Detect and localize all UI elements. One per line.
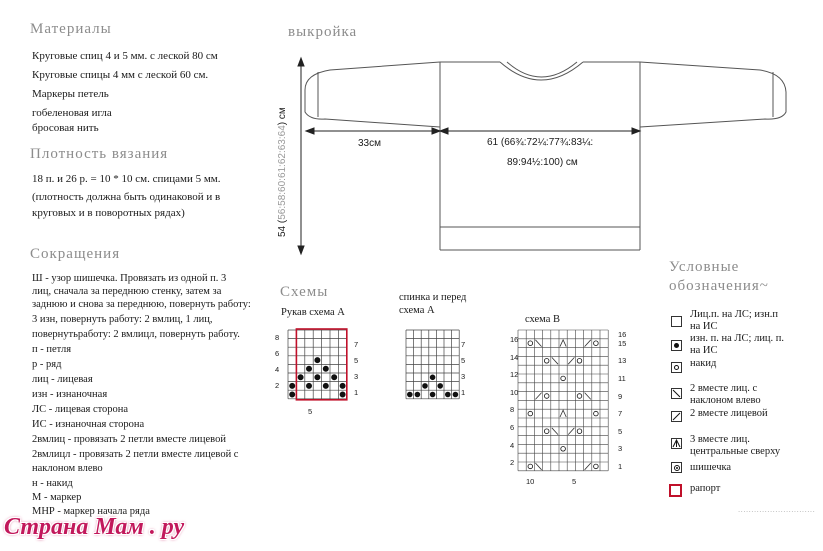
abbr-line-2: лиц, сначала за переднюю стенку, затем за (32, 286, 222, 297)
abbr-line-14: наклоном влево (32, 463, 103, 474)
chart-b (506, 322, 631, 482)
purl-stitch (290, 392, 295, 397)
legend-k2tog-left-box (671, 388, 682, 399)
abbr-line-1: Ш - узор шишечка. Провязать из одной п. 3 (32, 273, 227, 284)
legend-item-2: изн. п. на ЛС; лиц. п. на ИС (690, 333, 785, 356)
sleeve-col-label: 5 (308, 407, 313, 416)
back-chart-title-1: спинка и перед (399, 292, 467, 303)
abbr-line-5: повернутьработу: 2 вмлицл, повернуть работу. (32, 329, 240, 340)
decrease-stitch (535, 393, 541, 400)
gauge-line-2: (плотность должна быть одинаковой и в (32, 191, 221, 203)
abbr-line-16: М - маркер (32, 492, 82, 503)
purl-stitch (323, 383, 328, 388)
purl-stitch (453, 392, 458, 397)
legend-item-8: рапорт (690, 483, 721, 494)
sleeve-chart-title: Рукав схема A (281, 307, 345, 318)
legend-item-3: накид (690, 358, 717, 369)
abbr-line-13: 2вмлицл - провязать 2 петли вместе лицевой с (32, 449, 239, 460)
sleeve-row-labels-right: 7 5 3 1 (354, 340, 359, 397)
sleeve-row-labels-left: 8 6 4 2 (275, 333, 280, 390)
purl-stitch (445, 392, 450, 397)
body-width-arrow (440, 128, 640, 134)
legend-item-1: Лиц.п. на ЛС; изн.п на ИС (690, 309, 779, 332)
purl-stitch (298, 375, 303, 380)
purl-stitch (323, 366, 328, 371)
materials-line-4: гобеленовая игла (32, 107, 112, 119)
legend-heading-2: обозначения~ (669, 278, 769, 294)
purl-stitch (407, 392, 412, 397)
back-chart-a (398, 322, 478, 422)
charts-heading: Схемы (280, 284, 329, 300)
purl-stitch (315, 375, 320, 380)
decrease-stitch (585, 340, 591, 347)
pattern-heading: выкройка (288, 24, 358, 40)
legend-knit-box (671, 316, 682, 327)
back-row-labels-right: 7 5 3 1 (461, 340, 466, 397)
central-decrease-stitch (560, 340, 566, 347)
gauge-line-1: 18 п. и 26 р. = 10 * 10 см. спицами 5 мм. (32, 173, 221, 185)
abbreviations-heading: Сокращения (30, 246, 121, 262)
decrease-stitch (535, 340, 541, 347)
legend-item-5: 2 вместе лицевой (690, 408, 768, 419)
legend-cdd-box (671, 438, 682, 449)
body-width-label-2: 89:94½:100) см (507, 157, 578, 168)
decrease-stitch (535, 463, 541, 470)
legend-repeat-box (669, 484, 682, 497)
purl-stitch (315, 358, 320, 363)
yarnover-stitch (528, 464, 533, 469)
purl-stitch (423, 384, 428, 389)
legend-k2tog-box (671, 411, 682, 422)
legend-yarnover-box (671, 362, 682, 373)
materials-heading: Материалы (30, 21, 112, 37)
materials-line-5: бросовая нить (32, 122, 99, 134)
yarnover-stitch (577, 429, 582, 434)
decrease-stitch (552, 357, 558, 364)
b-col-label-5: 5 (572, 477, 577, 486)
sleeve-width-label: 33см (358, 138, 381, 149)
gauge-line-3: круговых и в поворотных рядах) (32, 207, 185, 219)
legend-heading-1: Условные (669, 259, 740, 275)
yarnover-stitch (561, 447, 566, 452)
legend-item-6: 3 вместе лиц. центральные сверху (690, 434, 781, 457)
yarnover-stitch (528, 411, 533, 416)
purl-stitch (340, 392, 345, 397)
decrease-stitch (568, 428, 574, 435)
yarnover-stitch (594, 341, 599, 346)
yarnover-stitch (544, 394, 549, 399)
height-arrow (298, 58, 304, 254)
abbr-line-12: 2вмлиц - провязать 2 петли вместе лицевой (32, 434, 226, 445)
legend-bobble-box (671, 462, 682, 473)
purl-stitch (430, 392, 435, 397)
materials-line-2: Круговые спицы 4 мм с леской 60 см. (32, 69, 209, 81)
b-row-labels-right: 16 15 13 11 9 7 5 3 1 (618, 330, 627, 471)
decrease-stitch (568, 357, 574, 364)
materials-line-3: Маркеры петель (32, 88, 109, 100)
abbr-line-15: н - накид (32, 478, 73, 489)
purl-stitch (340, 383, 345, 388)
purl-stitch (430, 375, 435, 380)
yarnover-stitch (544, 359, 549, 364)
central-decrease-stitch (560, 410, 566, 417)
watermark: ····························· (737, 507, 815, 516)
b-row-labels-left: 16 14 12 10 8 6 4 2 (510, 335, 519, 468)
purl-stitch (290, 383, 295, 388)
abbr-line-10: ЛС - лицевая сторона (32, 404, 129, 415)
abbr-line-9: изн - изнаночная (32, 389, 108, 400)
back-chart-title-2: схема A (399, 305, 435, 316)
yarnover-stitch (577, 359, 582, 364)
abbr-line-11: ИС - изнаночная сторона (32, 419, 145, 430)
yarnover-stitch (561, 376, 566, 381)
body-width-label-1: 61 (66¾:72¼:77¾:83¼: (487, 137, 594, 148)
abbr-line-8: лиц - лицевая (32, 374, 93, 385)
decrease-stitch (552, 428, 558, 435)
purl-stitch (415, 392, 420, 397)
purl-stitch (438, 384, 443, 389)
site-logo: Страна Мам . ру (4, 514, 185, 540)
b-col-label-10: 10 (526, 477, 535, 486)
b-chart-title: схема B (525, 314, 561, 325)
abbr-line-3: заднюю и снова за переднюю, повернуть работу: (32, 299, 251, 310)
purl-stitch (306, 366, 311, 371)
legend-item-4: 2 вместе лиц. с наклоном влево (690, 383, 761, 406)
legend-purl-box (671, 340, 682, 351)
materials-line-1: Круговые спиц 4 и 5 мм. с леской 80 см (32, 50, 218, 62)
gauge-heading: Плотность вязания (30, 146, 169, 162)
abbr-line-7: р - ряд (32, 359, 62, 370)
yarnover-stitch (544, 429, 549, 434)
yarnover-stitch (594, 464, 599, 469)
yarnover-stitch (528, 341, 533, 346)
abbr-line-4: 3 изн, повернуть работу: 2 вмлиц, 1 лиц, (32, 314, 213, 325)
height-label: 54 (56:58:60:61:62:63:64) см (277, 107, 288, 237)
decrease-stitch (585, 463, 591, 470)
sleeve-arrow (306, 128, 440, 134)
abbr-line-17: МНР - маркер начала ряда (32, 506, 150, 517)
decrease-stitch (585, 393, 591, 400)
purl-stitch (332, 375, 337, 380)
yarnover-stitch (594, 411, 599, 416)
abbr-line-6: п - петля (32, 344, 72, 355)
yarnover-stitch (577, 394, 582, 399)
purl-stitch (306, 383, 311, 388)
legend-item-7: шишечка (690, 462, 732, 473)
